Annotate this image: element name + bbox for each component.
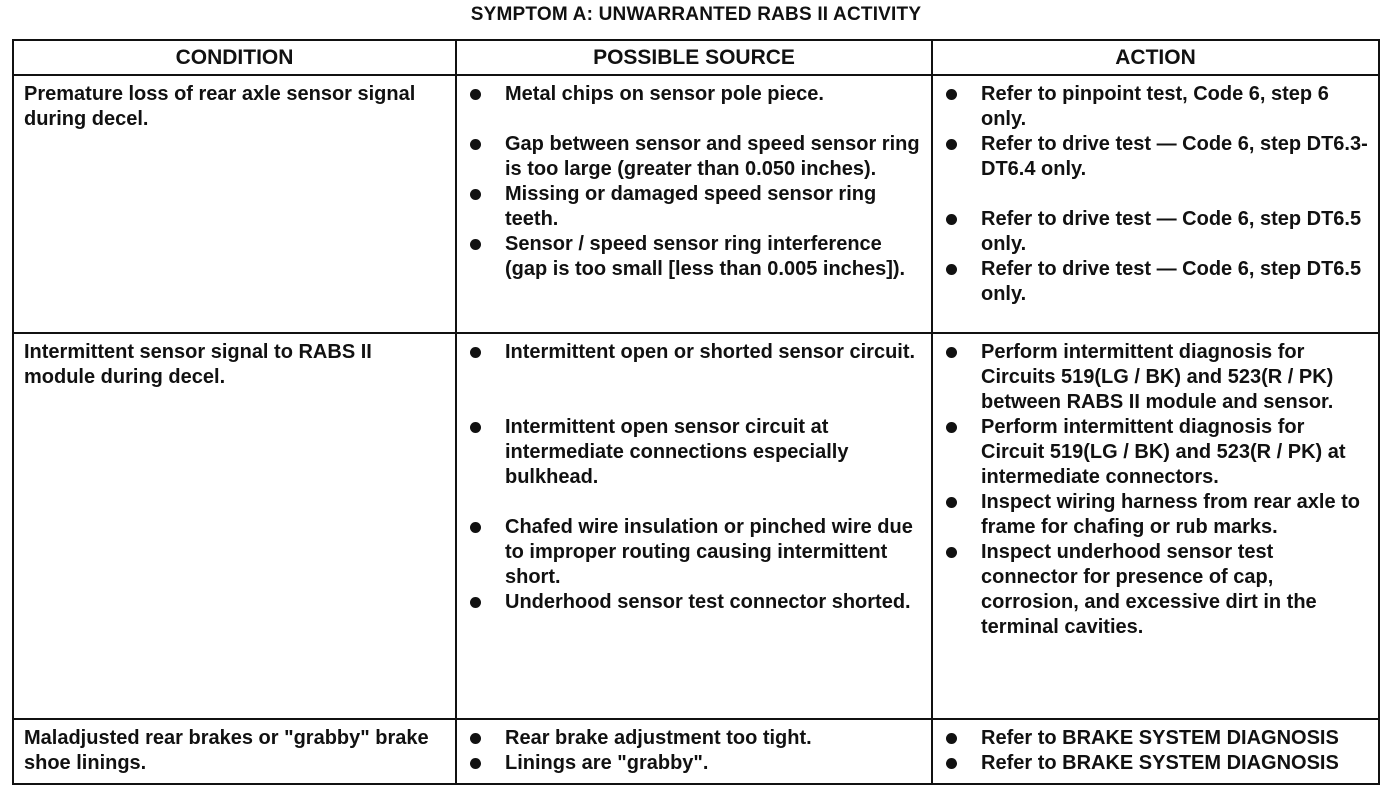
action-cell (932, 719, 1379, 784)
bullet-icon (470, 139, 481, 150)
bullet-icon (470, 89, 481, 100)
table-row (13, 333, 1379, 719)
bullet-icon (470, 522, 481, 533)
action-item: Perform intermittent diagnosis for Circuits 519(LG / BK) and 523(R / PK) between RABS II module and sensor. (943, 340, 1372, 415)
bullet-icon (946, 758, 957, 769)
action-item: Refer to drive test — Code 6, step DT6.5 only. (943, 257, 1372, 307)
bullet-icon (946, 89, 957, 100)
source-item: Rear brake adjustment too tight. (467, 726, 925, 751)
diagnosis-table (12, 39, 1380, 785)
source-item: Intermittent open sensor circuit at intermediate connections especially bulkhead. (467, 415, 925, 490)
source-item: Missing or damaged speed sensor ring teeth. (467, 182, 925, 232)
table-row (13, 75, 1379, 333)
bullet-icon (946, 347, 957, 358)
table-row (13, 719, 1379, 784)
source-cell (456, 333, 932, 719)
bullet-icon (946, 547, 957, 558)
condition-cell: Premature loss of rear axle sensor signal during decel. (13, 75, 456, 333)
bullet-icon (946, 214, 957, 225)
action-item: Refer to BRAKE SYSTEM DIAGNOSIS (943, 751, 1372, 776)
condition-cell: Maladjusted rear brakes or "grabby" brake shoe linings. (13, 719, 456, 784)
bullet-icon (946, 139, 957, 150)
action-item: Refer to drive test — Code 6, step DT6.3-DT6.4 only. (943, 132, 1372, 182)
action-item: Refer to drive test — Code 6, step DT6.5 only. (943, 207, 1372, 257)
action-cell (932, 75, 1379, 333)
bullet-icon (470, 239, 481, 250)
source-item: Metal chips on sensor pole piece. (467, 82, 925, 107)
bullet-icon (470, 733, 481, 744)
bullet-icon (470, 422, 481, 433)
action-item: Inspect wiring harness from rear axle to frame for chafing or rub marks. (943, 490, 1372, 540)
action-item: Perform intermittent diagnosis for Circuit 519(LG / BK) and 523(R / PK) at intermediate connectors. (943, 415, 1372, 490)
source-item: Intermittent open or shorted sensor circuit. (467, 340, 925, 365)
action-item: Refer to BRAKE SYSTEM DIAGNOSIS (943, 726, 1372, 751)
source-item: Linings are "grabby". (467, 751, 925, 776)
header-possible-source: POSSIBLE SOURCE (456, 40, 932, 75)
bullet-icon (946, 264, 957, 275)
source-item: Underhood sensor test connector shorted. (467, 590, 925, 615)
bullet-icon (470, 597, 481, 608)
bullet-icon (470, 758, 481, 769)
bullet-icon (946, 422, 957, 433)
source-item: Chafed wire insulation or pinched wire due to improper routing causing intermittent short. (467, 515, 925, 590)
header-action: ACTION (932, 40, 1379, 75)
page-title: SYMPTOM A: UNWARRANTED RABS II ACTIVITY (470, 4, 922, 25)
bullet-icon (470, 189, 481, 200)
source-item: Gap between sensor and speed sensor ring is too large (greater than 0.050 inches). (467, 132, 925, 182)
bullet-icon (946, 733, 957, 744)
header-row (13, 40, 1379, 75)
action-cell (932, 333, 1379, 719)
action-item: Inspect underhood sensor test connector for presence of cap, corrosion, and excessive dirt in the terminal cavities. (943, 540, 1372, 640)
header-condition: CONDITION (13, 40, 456, 75)
bullet-icon (946, 497, 957, 508)
source-cell (456, 719, 932, 784)
action-item: Refer to pinpoint test, Code 6, step 6 only. (943, 82, 1372, 132)
source-cell (456, 75, 932, 333)
bullet-icon (470, 347, 481, 358)
source-item: Sensor / speed sensor ring interference (gap is too small [less than 0.005 inches]). (467, 232, 925, 282)
condition-cell: Intermittent sensor signal to RABS II module during decel. (13, 333, 456, 719)
